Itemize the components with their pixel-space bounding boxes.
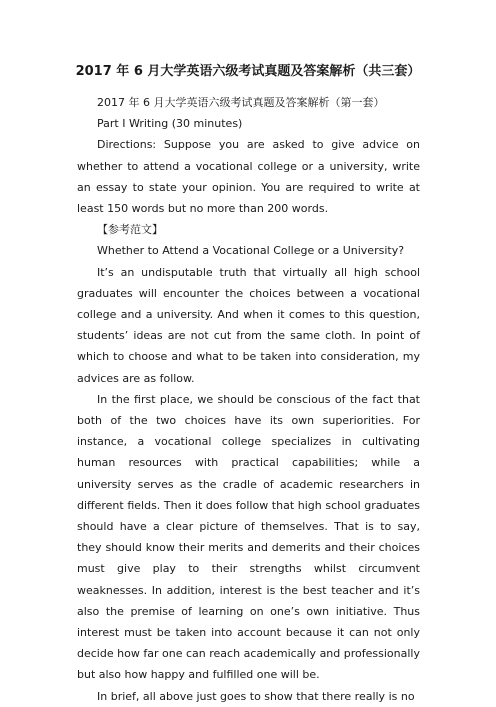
section-heading: Part I Writing (30 minutes) (97, 117, 243, 131)
essay-paragraph: It’s an undisputable truth that virtually all high school graduates will encounter the choices between a vocational college and a university. And when it comes to this question, students’ ideas are not cut from the same cloth. In point of which to choose and what to be taken into consideration, my advices are as follow. (77, 265, 420, 385)
essay-paragraph: In brief, all above just goes to show that there really is no (97, 689, 415, 703)
essay-paragraph: In the first place, we should be conscious of the fact that both of the two choices have its own superiorities. For instance, a vocational college specializes in cultivating human resources with practical capabilities; while a university serves as the cradle of academic researchers in different fields. Then it does follow that high school graduates should have a clear picture of themselves. That is to say, they should know their merits and demerits and their choices must give play to their strengths whilst circumvent weaknesses. In addition, interest is the best teacher and it’s also the premise of learning on one’s own initiative. Thus interest must be taken into account because it can not only decide how far one can reach academically and professionally but also how happy and fulfilled one will be. (77, 392, 420, 682)
reference-essay-label: 【参考范文】 (97, 223, 163, 237)
subtitle-paragraph: 2017 年 6 月大学英语六级考试真题及答案解析（第一套） (97, 96, 385, 109)
directions-paragraph: Directions: Suppose you are asked to give advice on whether to attend a vocational college or a university, write an essay to state your opinion. You are required to write at least 150 words but no more than 200 words. (77, 138, 420, 216)
document-body (77, 92, 420, 707)
document-title: 2017 年 6 月大学英语六级考试真题及答案解析（共三套） (75, 64, 421, 79)
essay-title: Whether to Attend a Vocational College or a University? (97, 244, 405, 258)
